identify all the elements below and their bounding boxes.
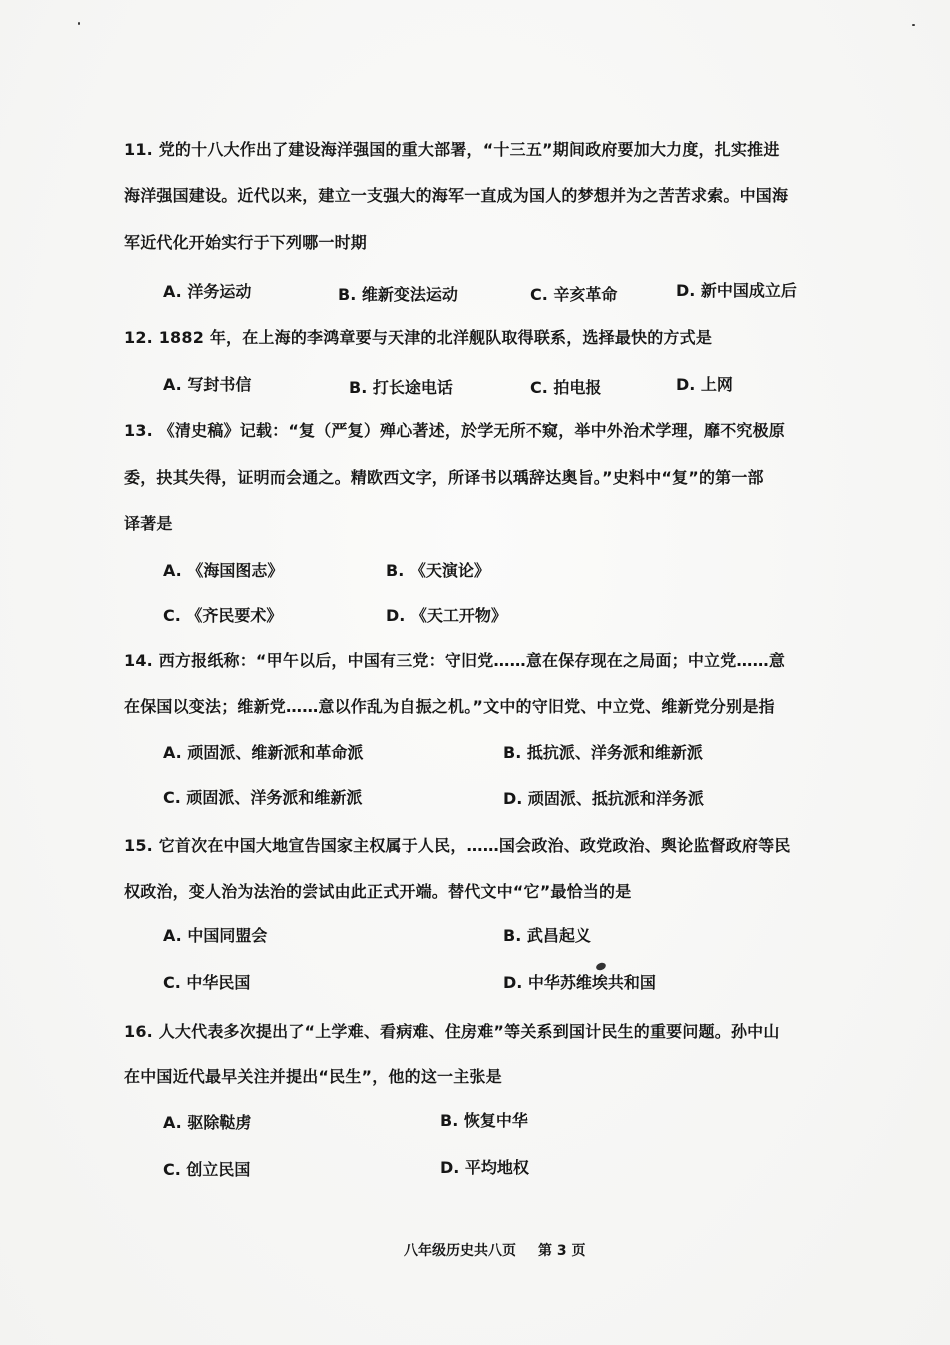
question-11-option-d[interactable]: D. 新中国成立后 [676,281,797,300]
question-14-option-a[interactable]: A. 顽固派、维新派和革命派 [163,743,364,762]
footer-title: 八年级历史共八页 [404,1243,516,1259]
question-12-line-1: 12. 1882 年，在上海的李鸿章要与天津的北洋舰队取得联系，选择最快的方式是 [124,328,713,347]
question-11-line-1: 11. 党的十八大作出了建设海洋强国的重大部署，“十三五”期间政府要加大力度，扎实推进 [124,140,780,159]
question-13-option-d[interactable]: D. 《天工开物》 [386,606,507,625]
question-13-line-2: 委，抉其失得，证明而会通之。精欧西文字，所译书以瑀辞达奥旨。”史料中“复”的第一部 [124,468,764,487]
page-footer [404,1240,608,1260]
question-15-option-d[interactable]: D. 中华苏维埃共和国 [503,973,656,992]
question-14-option-d[interactable]: D. 顽固派、抵抗派和洋务派 [503,789,704,808]
question-16-option-d[interactable]: D. 平均地权 [440,1158,529,1177]
question-13-option-c[interactable]: C. 《齐民要术》 [163,606,283,625]
scan-speck [912,24,915,26]
scan-speck [78,22,80,25]
question-13-line-1: 13. 《清史稿》记载：“复（严复）殚心著述，於学无所不窥，举中外治术学理，靡不究极原 [124,421,786,440]
question-16-option-a[interactable]: A. 驱除鞑虏 [163,1113,252,1132]
question-11-line-3: 军近代化开始实行于下列哪一时期 [124,233,368,252]
question-15-option-a[interactable]: A. 中国同盟会 [163,926,268,945]
question-16-line-1: 16. 人大代表多次提出了“上学难、看病难、住房难”等关系到国计民生的重要问题。孙中山 [124,1022,780,1041]
question-11-option-b[interactable]: B. 维新变法运动 [338,285,458,304]
question-15-option-c[interactable]: C. 中华民国 [163,973,251,992]
question-13-line-3: 译著是 [124,514,173,533]
question-11-line-2: 海洋强国建设。近代以来，建立一支强大的海军一直成为国人的梦想并为之苦苦求索。中国海 [124,186,789,205]
question-14-line-2: 在保国以变法；维新党……意以作乱为自振之机。”文中的守旧党、中立党、维新党分别是指 [124,697,775,716]
question-12-option-d[interactable]: D. 上网 [676,375,733,394]
question-15-line-2: 权政治，变人治为法治的尝试由此正式开端。替代文中“它”最恰当的是 [124,882,632,901]
ink-blot [595,962,607,972]
question-11-option-c[interactable]: C. 辛亥革命 [530,285,618,304]
question-13-option-a[interactable]: A. 《海国图志》 [163,561,284,580]
question-15-line-1: 15. 它首次在中国大地宣告国家主权属于人民，……国会政治、政党政治、舆论监督政府等民 [124,836,791,855]
footer-page-number: 第 3 页 [538,1243,586,1259]
question-15-option-b[interactable]: B. 武昌起义 [503,926,591,945]
question-12-option-c[interactable]: C. 拍电报 [530,378,602,397]
question-11-option-a[interactable]: A. 洋务运动 [163,282,252,301]
question-14-line-1: 14. 西方报纸称：“甲午以后，中国有三党：守旧党……意在保存现在之局面；中立党……意 [124,651,786,670]
question-12-option-a[interactable]: A. 写封书信 [163,375,252,394]
question-16-option-b[interactable]: B. 恢复中华 [440,1111,528,1130]
question-12-option-b[interactable]: B. 打长途电话 [349,378,453,397]
question-13-option-b[interactable]: B. 《天演论》 [386,561,490,580]
question-14-option-b[interactable]: B. 抵抗派、洋务派和维新派 [503,743,703,762]
question-16-line-2: 在中国近代最早关注并提出“民生”，他的这一主张是 [124,1067,502,1086]
question-16-option-c[interactable]: C. 创立民国 [163,1160,251,1179]
question-14-option-c[interactable]: C. 顽固派、洋务派和维新派 [163,788,363,807]
